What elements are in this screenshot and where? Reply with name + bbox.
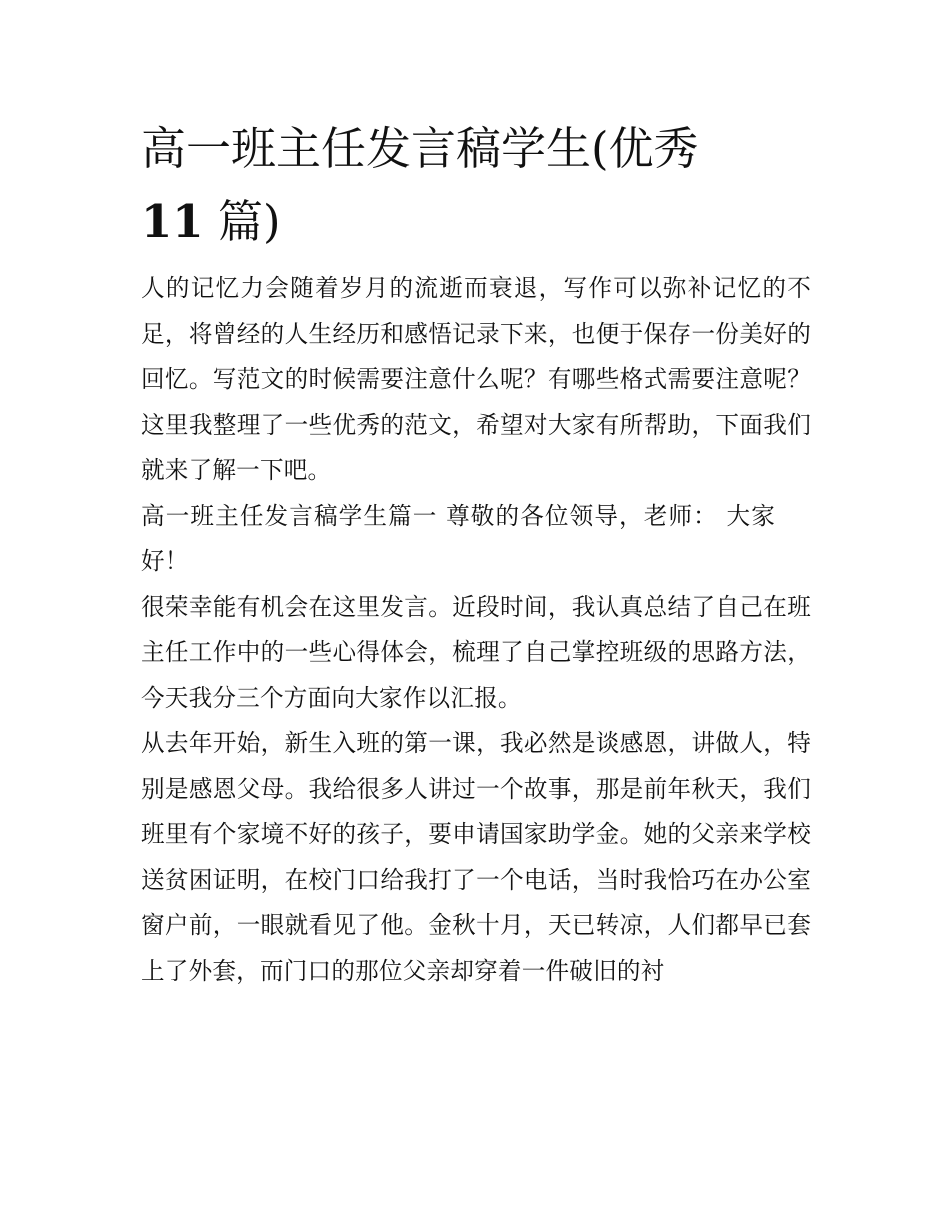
document-body (141, 112, 811, 994)
section-heading-paragraph: 高一班主任发言稿学生篇一 尊敬的各位领导，老师： 大家好！ (141, 501, 775, 575)
body-paragraph-1: 很荣幸能有机会在这里发言。近段时间，我认真总结了自己在班主任工作中的一些心得体会，梳理了自己掌控班级的思路方法，今天我分三个方面向大家作以汇报。 (141, 592, 811, 712)
body-paragraph-2: 从去年开始，新生入班的第一课，我必然是谈感恩，讲做人，特别是感恩父母。我给很多人讲过一个故事，那是前年秋天，我们班里有个家境不好的孩子，要申请国家助学金。她的父亲来学校送贫困证明，在校门口给我打了一个电话，当时我恰巧在办公室窗户前，一眼就看见了他。金秋十月，天已转凉，人们都早已套上了外套，而门口的那位父亲却穿着一件破旧的衬 (141, 729, 811, 985)
title-text-part1: 高一班主任发言稿学生(优秀 (141, 122, 699, 175)
intro-paragraph: 人的记忆力会随着岁月的流逝而衰退，写作可以弥补记忆的不足，将曾经的人生经历和感悟记录下来，也便于保存一份美好的回忆。写范文的时候需要注意什么呢？有哪些格式需要注意呢？这里我整理了一些优秀的范文，希望对大家有所帮助，下面我们就来了解一下吧。 (141, 274, 811, 484)
document-title (141, 112, 811, 258)
title-number: 11 (141, 195, 204, 248)
title-text-part2: 篇) (217, 195, 281, 248)
